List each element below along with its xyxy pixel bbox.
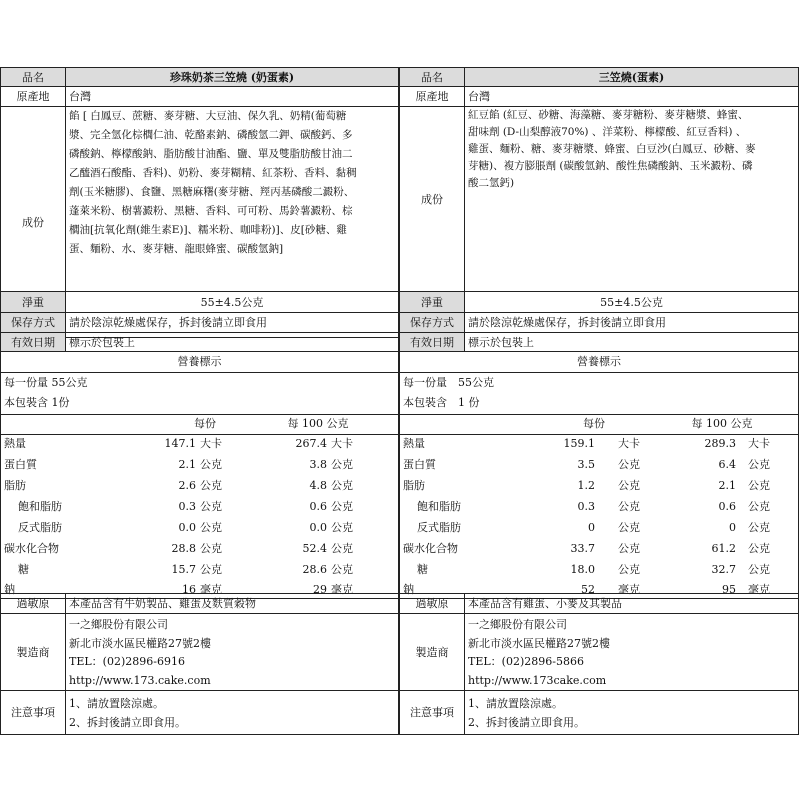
origin-header: 原產地 [399,86,465,107]
nutrient-100-unit: 公克 [331,563,353,576]
nutrient-per-value: 0 [588,521,595,534]
nutrient-name: 蛋白質 [4,458,37,471]
nutrient-per-unit: 公克 [618,458,640,471]
note-line: 2、拆封後請立即食用。 [69,716,186,729]
maker-address: 新北市淡水區民權路27號2樓 [468,636,610,650]
nutrient-per-value: 18.0 [570,563,595,576]
nutrient-100-value: 52.4 [302,542,327,555]
nutrient-per-unit: 公克 [200,521,222,534]
nutrient-per-unit: 大卡 [618,437,640,450]
nutrient-100-value: 4.8 [309,479,327,492]
nutrient-per-unit: 毫克 [200,583,222,596]
nutrient-name: 糖 [417,563,428,576]
col-per-serving: 每份 [583,417,605,430]
nutrient-100-unit: 公克 [748,479,770,492]
nutrient-name: 鈉 [4,583,15,596]
origin-header: 原產地 [0,86,66,107]
nutrient-per-value: 1.2 [577,479,595,492]
nutrient-100-value: 32.7 [711,563,736,576]
nutrient-per-value: 16 [182,583,196,596]
ingredients-line: 乙醯酒石酸酯、香料)、奶粉、麥芽糊精、紅茶粉、香料、黏稠 [69,167,357,179]
nutrient-per-unit: 公克 [200,542,222,555]
nutrient-per-unit: 公克 [618,563,640,576]
expiry-value: 標示於包裝上 [464,332,799,352]
origin-value: 台灣 [65,86,399,107]
allergen-value: 本產品含有雞蛋、小麥及其製品 [464,593,799,614]
nutrient-100-value: 289.3 [704,437,736,450]
maker-info [464,613,799,691]
expiry-header: 有效日期 [399,332,465,352]
nutrition-row [400,497,799,517]
storage-value: 請於陰涼乾燥處保存，拆封後請立即食用 [65,312,399,333]
nutrient-name: 脂肪 [4,479,26,492]
nutrient-per-unit: 公克 [200,458,222,471]
ingredients-line: 酸二氫鈣) [468,177,515,189]
nutrient-100-unit: 毫克 [331,583,353,596]
nutrient-100-unit: 公克 [748,521,770,534]
nutrient-100-value: 267.4 [295,437,327,450]
ingredients-line: 紅豆餡 (紅豆、砂糖、海藻糖、麥芽糖粉、麥芽糖漿、蜂蜜、 [468,109,749,121]
ingredients-line: 蛋、麵粉、水、麥芽糖、龍眼蜂蜜、碳酸氫鈉] [69,243,284,255]
nutrient-per-value: 33.7 [570,542,595,555]
notes-text [65,690,399,735]
nutrition-row [1,518,399,538]
nutrient-100-value: 6.4 [718,458,736,471]
nutrient-100-value: 0.6 [718,500,736,513]
col-per-serving: 每份 [194,417,216,430]
nutrient-name: 反式脂肪 [417,521,461,534]
nutrient-100-value: 28.6 [302,563,327,576]
nutrient-100-value: 3.8 [309,458,327,471]
storage-value: 請於陰涼乾燥處保存，拆封後請立即食用 [464,312,799,333]
nutrient-per-unit: 公克 [618,479,640,492]
nutrient-name: 熱量 [4,437,26,450]
nutrition-row [400,518,799,538]
ingredients-line: 磷酸鈉、檸檬酸鈉、脂肪酸甘油酯、鹽、單及雙脂肪酸甘油二 [69,148,353,160]
ingredients-header: 成份 [399,106,465,292]
nutrient-100-value: 61.2 [711,542,736,555]
nutrient-per-unit: 毫克 [618,583,640,596]
nutrition-row [1,476,399,496]
net-weight-value: 55±4.5公克 [65,291,399,313]
nutrient-per-value: 15.7 [171,563,196,576]
note-line: 2、拆封後請立即食用。 [468,716,585,729]
nutrient-100-unit: 公克 [331,458,353,471]
ingredients-line: 蓬萊米粉、樹薯澱粉、黑糖、香料、可可粉、馬鈴薯澱粉、棕 [69,205,353,217]
nutrient-per-value: 28.8 [171,542,196,555]
nutrient-per-value: 147.1 [164,437,196,450]
nutrient-per-unit: 公克 [200,500,222,513]
nutrient-name: 蛋白質 [403,458,436,471]
ingredients-line: 雞蛋、麵粉、糖、麥芽糖漿、蜂蜜、白豆沙(白鳳豆、砂糖、麥 [468,143,756,155]
maker-address: 新北市淡水區民權路27號2樓 [69,636,211,650]
nutrition-rows [400,434,799,599]
ingredients-line: 甜味劑 (D-山梨醇液70%) 、洋菜粉、檸檬酸、紅豆香料) 、 [468,126,747,138]
nutrient-100-unit: 公克 [331,521,353,534]
expiry-header: 有效日期 [0,332,66,352]
nutrient-100-value: 0.0 [309,521,327,534]
nutrient-per-unit: 公克 [200,563,222,576]
nutrition-row [400,476,799,496]
notes-text [464,690,799,735]
allergen-header: 過敏原 [399,593,465,614]
maker-tel: TEL：(02)2896-6916 [69,655,185,668]
note-line: 1、請放置陰涼處。 [468,697,563,710]
product-name-header: 品名 [0,67,66,87]
nutrient-per-value: 52 [581,583,595,596]
nutrient-name: 碳水化合物 [403,542,458,555]
nutrition-table [399,351,799,599]
maker-company: 一之鄉股份有限公司 [69,618,168,631]
nutrient-100-unit: 公克 [748,500,770,513]
origin-value: 台灣 [464,86,799,107]
notes-header: 注意事項 [399,690,465,735]
storage-header: 保存方式 [0,312,66,333]
maker-website: http://www.173.cake.com [69,673,211,687]
nutrient-name: 飽和脂肪 [18,500,62,513]
nutrient-per-unit: 公克 [200,479,222,492]
nutrient-per-unit: 大卡 [200,437,222,450]
notes-header: 注意事項 [0,690,66,735]
nutrient-name: 糖 [18,563,29,576]
maker-header: 製造商 [399,613,465,691]
maker-info [65,613,399,691]
nutrient-100-unit: 公克 [331,500,353,513]
label-sheet [0,67,800,735]
nutrition-row [1,434,399,454]
net-weight-header: 淨重 [399,291,465,313]
col-per-100g: 每 100 公克 [691,417,753,430]
nutrition-row [1,455,399,475]
nutrient-name: 熱量 [403,437,425,450]
maker-tel: TEL：(02)2896-5866 [468,655,584,668]
nutrient-per-value: 2.1 [178,458,196,471]
maker-website: http://www.173cake.com [468,673,607,687]
allergen-value: 本產品含有牛奶製品、雞蛋及麩質穀物 [65,593,399,614]
nutrient-name: 脂肪 [403,479,425,492]
product-panel-sanlasao [399,67,799,735]
nutrient-per-value: 2.6 [178,479,196,492]
nutrient-100-unit: 公克 [748,542,770,555]
nutrition-row [1,539,399,559]
nutrient-per-unit: 公克 [618,542,640,555]
ingredients-header: 成份 [0,106,66,338]
allergen-header: 過敏原 [0,593,66,614]
serving-size: 每一份量 55公克 [4,376,88,389]
nutrient-100-value: 29 [313,583,327,596]
nutrition-row [1,497,399,517]
nutrient-name: 反式脂肪 [18,521,62,534]
serving-size: 每一份量 55公克 [403,376,494,389]
nutrient-name: 飽和脂肪 [417,500,461,513]
servings-per-package: 本包裝含 1 份 [403,396,480,409]
nutrient-100-unit: 公克 [748,563,770,576]
nutrient-100-value: 95 [722,583,736,596]
ingredients-line: 櫚油[抗氧化劑(維生素E)]、糯米粉、咖啡粉)]、皮[砂糖、雞 [69,224,347,236]
col-per-100g: 每 100 公克 [287,417,349,430]
expiry-value: 標示於包裝上 [65,332,399,352]
nutrient-per-unit: 公克 [618,521,640,534]
product-name-header: 品名 [399,67,465,87]
nutrition-row [400,560,799,580]
nutrient-name: 碳水化合物 [4,542,59,555]
nutrient-100-value: 2.1 [718,479,736,492]
nutrient-name: 鈉 [403,583,414,596]
nutrient-100-unit: 公克 [748,458,770,471]
ingredients-line: 芽糖)、複方膨脹劑 (碳酸氫鈉、酸性焦磷酸鈉、玉米澱粉、磷 [468,160,753,172]
ingredients-line: 漿、完全氫化棕櫚仁油、乾酪素鈉、磷酸氫二鉀、碳酸鈣、多 [69,129,353,141]
maker-company: 一之鄉股份有限公司 [468,618,567,631]
nutrition-row [400,539,799,559]
nutrient-100-unit: 公克 [331,479,353,492]
nutrient-per-value: 0.0 [178,521,196,534]
nutrition-title: 營養標示 [1,352,398,373]
ingredients-text [464,106,799,292]
servings-per-package: 本包裝含 1份 [4,396,70,409]
ingredients-line: 劑(玉米糖膠)、食鹽、黑糖麻糬(麥芽糖、羥丙基磷酸二澱粉、 [69,186,355,198]
net-weight-header: 淨重 [0,291,66,313]
net-weight-value: 55±4.5公克 [464,291,799,313]
note-line: 1、請放置陰涼處。 [69,697,164,710]
nutrient-per-value: 0.3 [178,500,196,513]
nutrient-per-value: 3.5 [577,458,595,471]
nutrition-row [400,434,799,454]
storage-header: 保存方式 [399,312,465,333]
nutrition-rows [1,434,399,599]
nutrient-100-unit: 毫克 [748,583,770,596]
nutrition-table [0,351,399,599]
nutrient-per-value: 0.3 [577,500,595,513]
maker-header: 製造商 [0,613,66,691]
product-name: 珍珠奶茶三笠燒 (奶蛋素) [65,67,399,87]
ingredients-line: 餡 [ 白鳳豆、蔗糖、麥芽糖、大豆油、保久乳、奶精(葡萄糖 [69,110,347,122]
product-panel-milk-tea [0,67,399,735]
nutrient-100-unit: 公克 [331,542,353,555]
nutrient-per-unit: 公克 [618,500,640,513]
nutrient-100-unit: 大卡 [331,437,353,450]
nutrition-title: 營養標示 [400,352,798,373]
nutrient-100-value: 0 [729,521,736,534]
nutrition-row [1,560,399,580]
nutrient-100-value: 0.6 [309,500,327,513]
nutrient-100-unit: 大卡 [748,437,770,450]
nutrient-per-value: 159.1 [563,437,595,450]
nutrition-row [400,455,799,475]
product-name: 三笠燒(蛋素) [464,67,799,87]
